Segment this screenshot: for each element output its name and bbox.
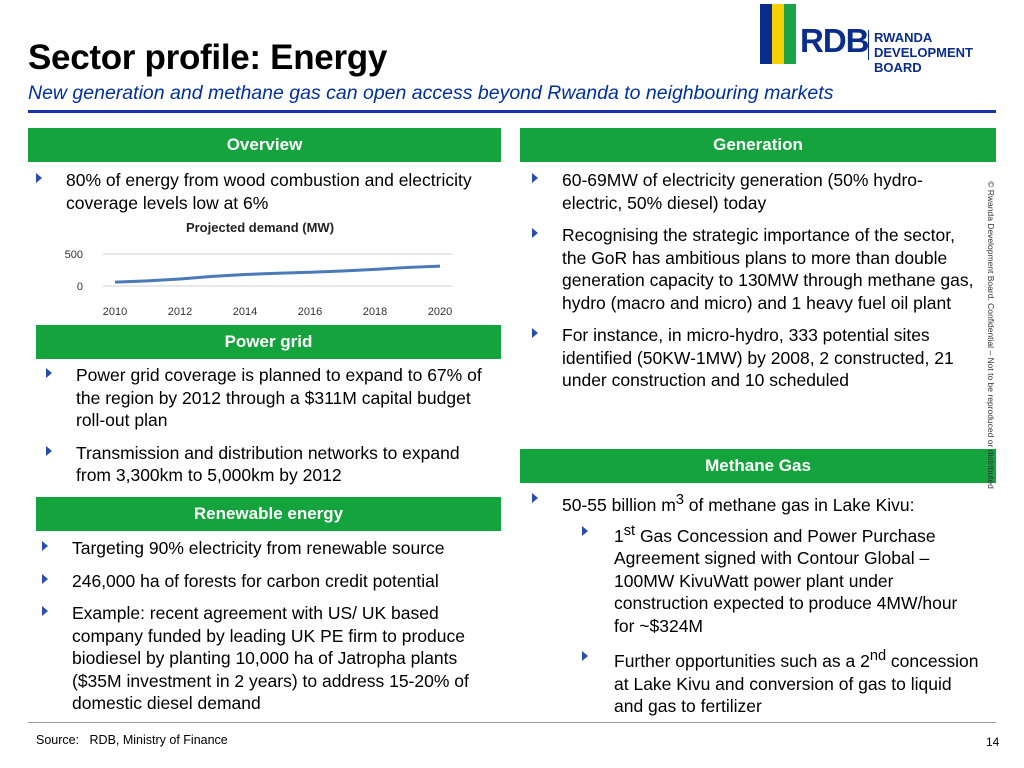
svg-text:© Rwanda Development Board. Co: © Rwanda Development Board. Confidential – Not to be reproduced or distributed bbox=[986, 181, 996, 489]
overview-header: Overview bbox=[28, 128, 501, 162]
list-item: 60-69MW of electricity generation (50% hydro-electric, 50% diesel) today bbox=[532, 169, 982, 214]
bullet-arrow-icon bbox=[42, 541, 48, 551]
chart-y-tick-label: 0 bbox=[76, 281, 83, 293]
page-subtitle: New generation and methane gas can open access beyond Rwanda to neighbouring markets bbox=[28, 82, 834, 104]
list-item: 50-55 billion $m^3$ of methane gas in Lake Kivu: bbox=[532, 489, 982, 516]
title-divider bbox=[28, 110, 996, 113]
chart-x-tick-label: 2012 bbox=[167, 306, 193, 318]
source-note: Source: RDB, Ministry of Finance bbox=[36, 733, 228, 747]
chart-x-tick-label: 2016 bbox=[297, 306, 323, 318]
logo-separator bbox=[868, 30, 869, 60]
chart-x-tick-label: 2018 bbox=[362, 306, 388, 318]
bullet-arrow-icon bbox=[42, 606, 48, 616]
bullet-arrow-icon bbox=[582, 526, 588, 536]
bullet-arrow-icon bbox=[532, 493, 538, 503]
chart-series-line bbox=[115, 266, 440, 282]
chart-y-ticks bbox=[65, 249, 83, 293]
list-item: Power grid coverage is planned to expand to 67% of the region by 2012 through a $311M capital budget roll-out plan bbox=[46, 364, 486, 432]
chart-x-tick-label: 2010 bbox=[102, 306, 128, 318]
methane-header: Methane Gas bbox=[520, 449, 996, 483]
footer-divider bbox=[28, 722, 996, 723]
generation-list bbox=[532, 169, 982, 402]
bullet-arrow-icon bbox=[46, 368, 52, 378]
page-title: Sector profile: Energy bbox=[28, 38, 388, 77]
chart-x-tick-label: 2014 bbox=[232, 306, 258, 318]
bullet-arrow-icon bbox=[532, 173, 538, 183]
bullet-arrow-icon bbox=[532, 228, 538, 238]
bullet-arrow-icon bbox=[36, 173, 42, 183]
logo-bars-icon bbox=[760, 4, 800, 64]
side-confidential-note bbox=[978, 120, 998, 550]
list-item: Targeting 90% electricity from renewable source bbox=[42, 537, 502, 560]
generation-header: Generation bbox=[520, 128, 996, 162]
chart-title: Projected demand (MW) bbox=[185, 220, 335, 235]
list-item: 246,000 ha of forests for carbon credit potential bbox=[42, 570, 502, 593]
rdb-logo bbox=[760, 4, 1020, 75]
logo-abbr: RDB bbox=[800, 22, 869, 59]
list-item: Transmission and distribution networks to expand from 3,300km to 5,000km by 2012 bbox=[46, 442, 486, 487]
page-number: 14 bbox=[986, 735, 1000, 749]
chart-x-ticks bbox=[103, 306, 452, 318]
bullet-arrow-icon bbox=[46, 446, 52, 456]
methane-sublist bbox=[582, 520, 982, 726]
list-item: Example: recent agreement with US/ UK based company funded by leading UK PE firm to produce biodiesel by planting 10,000 ha of Jatropha plants ($35M investment in 2 years) to address 15-20% of domestic diesel demand bbox=[42, 602, 502, 715]
power-grid-header: Power grid bbox=[36, 325, 501, 359]
list-item: 1st Gas Concession and Power Purchase Agreement signed with Contour Global – 100MW KivuWatt power plant under construction expected to produce 4MW/hour for ~$324M bbox=[582, 520, 982, 637]
bullet-arrow-icon bbox=[42, 574, 48, 584]
projected-demand-chart bbox=[40, 214, 500, 324]
list-item: 80% of energy from wood combustion and electricity coverage levels low at 6% bbox=[36, 169, 501, 214]
bullet-arrow-icon bbox=[582, 651, 588, 661]
renewable-header: Renewable energy bbox=[36, 497, 501, 531]
logo-line2: DEVELOPMENT BOARD bbox=[874, 45, 973, 75]
renewable-list bbox=[42, 537, 502, 725]
list-item: Recognising the strategic importance of the sector, the GoR has ambitious plans to more than double generation capacity to 130MW through methane gas, hydro (macro and micro) and 1 heavy fuel oil plant bbox=[532, 224, 982, 314]
list-item: Further opportunities such as a 2nd concession at Lake Kivu and conversion of gas to liquid and gas to fertilizer bbox=[582, 645, 982, 717]
list-item: For instance, in micro-hydro, 333 potential sites identified (50KW-1MW) by 2008, 2 constructed, 21 under construction and 10 scheduled bbox=[532, 324, 982, 392]
bullet-arrow-icon bbox=[532, 328, 538, 338]
logo-line1: RWANDA bbox=[874, 30, 933, 45]
chart-x-tick-label: 2020 bbox=[427, 306, 453, 318]
power-grid-list bbox=[46, 364, 486, 497]
logo-name bbox=[874, 30, 1020, 75]
chart-y-tick-label: 500 bbox=[64, 249, 83, 261]
